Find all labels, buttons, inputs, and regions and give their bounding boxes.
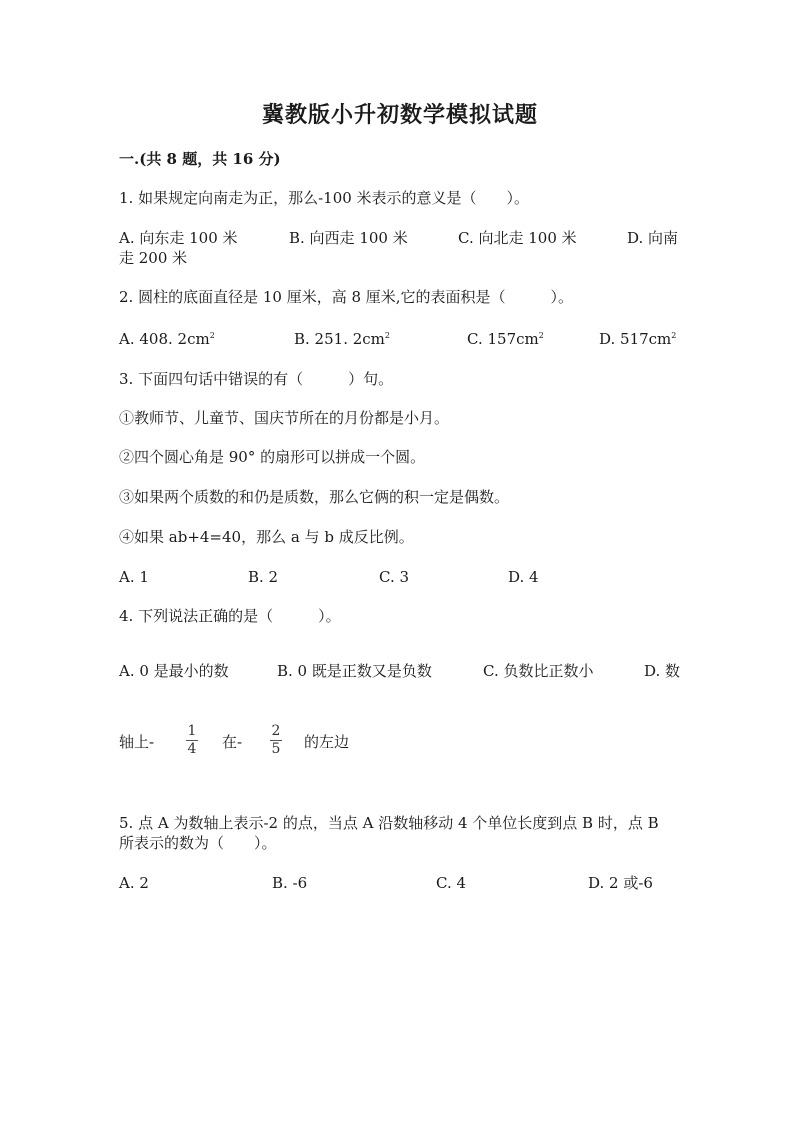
question-2-option-b: B. 251. $2cm^2$	[294, 330, 390, 348]
page-title: 冀教版小升初数学模拟试题	[261, 102, 538, 128]
section-heading: 一.(共 8 题，共 16 分)	[119, 150, 281, 168]
question-4-stem: 4. 下列说法正确的是（ ）。	[119, 607, 341, 625]
question-3-statement-3: ③如果两个质数的和仍是质数，那么它俩的积一定是偶数。	[119, 488, 510, 506]
question-4-option-c: C. 负数比正数小	[483, 662, 594, 680]
question-3-option-d: D. 4	[508, 568, 539, 586]
question-3-statement-2: ②四个圆心角是 90° 的扇形可以拼成一个圆。	[119, 448, 426, 466]
fraction-two-fifths: 2 5	[271, 723, 281, 757]
question-2-option-a: A. 408. $2cm^2$	[119, 330, 215, 348]
question-4-option-d-word: 在-	[222, 733, 243, 751]
question-5-stem-continued: 所表示的数为（ ）。	[119, 834, 277, 852]
question-3-option-a: A. 1	[119, 568, 149, 586]
question-1-stem: 1. 如果规定向南走为正，那么-100 米表示的意义是（ ）。	[119, 189, 530, 207]
question-5-stem: 5. 点 A 为数轴上表示-2 的点，当点 A 沿数轴移动 4 个单位长度到点 B 时，点 B	[119, 814, 659, 832]
question-4-option-d-ending: 的左边	[304, 733, 350, 751]
question-1-option-a: A. 向东走 100 米	[119, 229, 238, 247]
question-4-option-d: D. 数	[644, 662, 681, 680]
question-4-option-a: A. 0 是最小的数	[119, 662, 229, 680]
question-1-option-c: C. 向北走 100 米	[458, 229, 577, 247]
question-2-option-c: C. $157cm^2$	[467, 330, 544, 348]
question-5-option-b: B. -6	[272, 874, 308, 892]
fraction-one-quarter: 1 4	[187, 723, 197, 757]
question-3-stem: 3. 下面四句话中错误的有（ ）句。	[119, 370, 394, 388]
question-5-option-a: A. 2	[119, 874, 149, 892]
question-1-option-b: B. 向西走 100 米	[289, 229, 408, 247]
question-4-option-b: B. 0 既是正数又是负数	[277, 662, 432, 680]
question-1-option-d-continued: 走 200 米	[119, 249, 188, 267]
question-3-statement-4: ④如果 ab+4=40，那么 a 与 b 成反比例。	[119, 528, 414, 546]
question-2-stem: 2. 圆柱的底面直径是 10 厘米，高 8 厘米,它的表面积是（ ）。	[119, 288, 574, 306]
question-5-option-c: C. 4	[436, 874, 467, 892]
question-1-option-d: D. 向南	[627, 229, 679, 247]
question-3-statement-1: ①教师节、儿童节、国庆节所在的月份都是小月。	[119, 409, 450, 427]
question-3-option-c: C. 3	[379, 568, 410, 586]
question-3-option-b: B. 2	[248, 568, 279, 586]
question-4-option-d-continued: 轴上-	[119, 733, 155, 751]
question-2-option-d: D. $517cm^2$	[599, 330, 677, 348]
question-5-option-d: D. 2 或-6	[588, 874, 653, 892]
